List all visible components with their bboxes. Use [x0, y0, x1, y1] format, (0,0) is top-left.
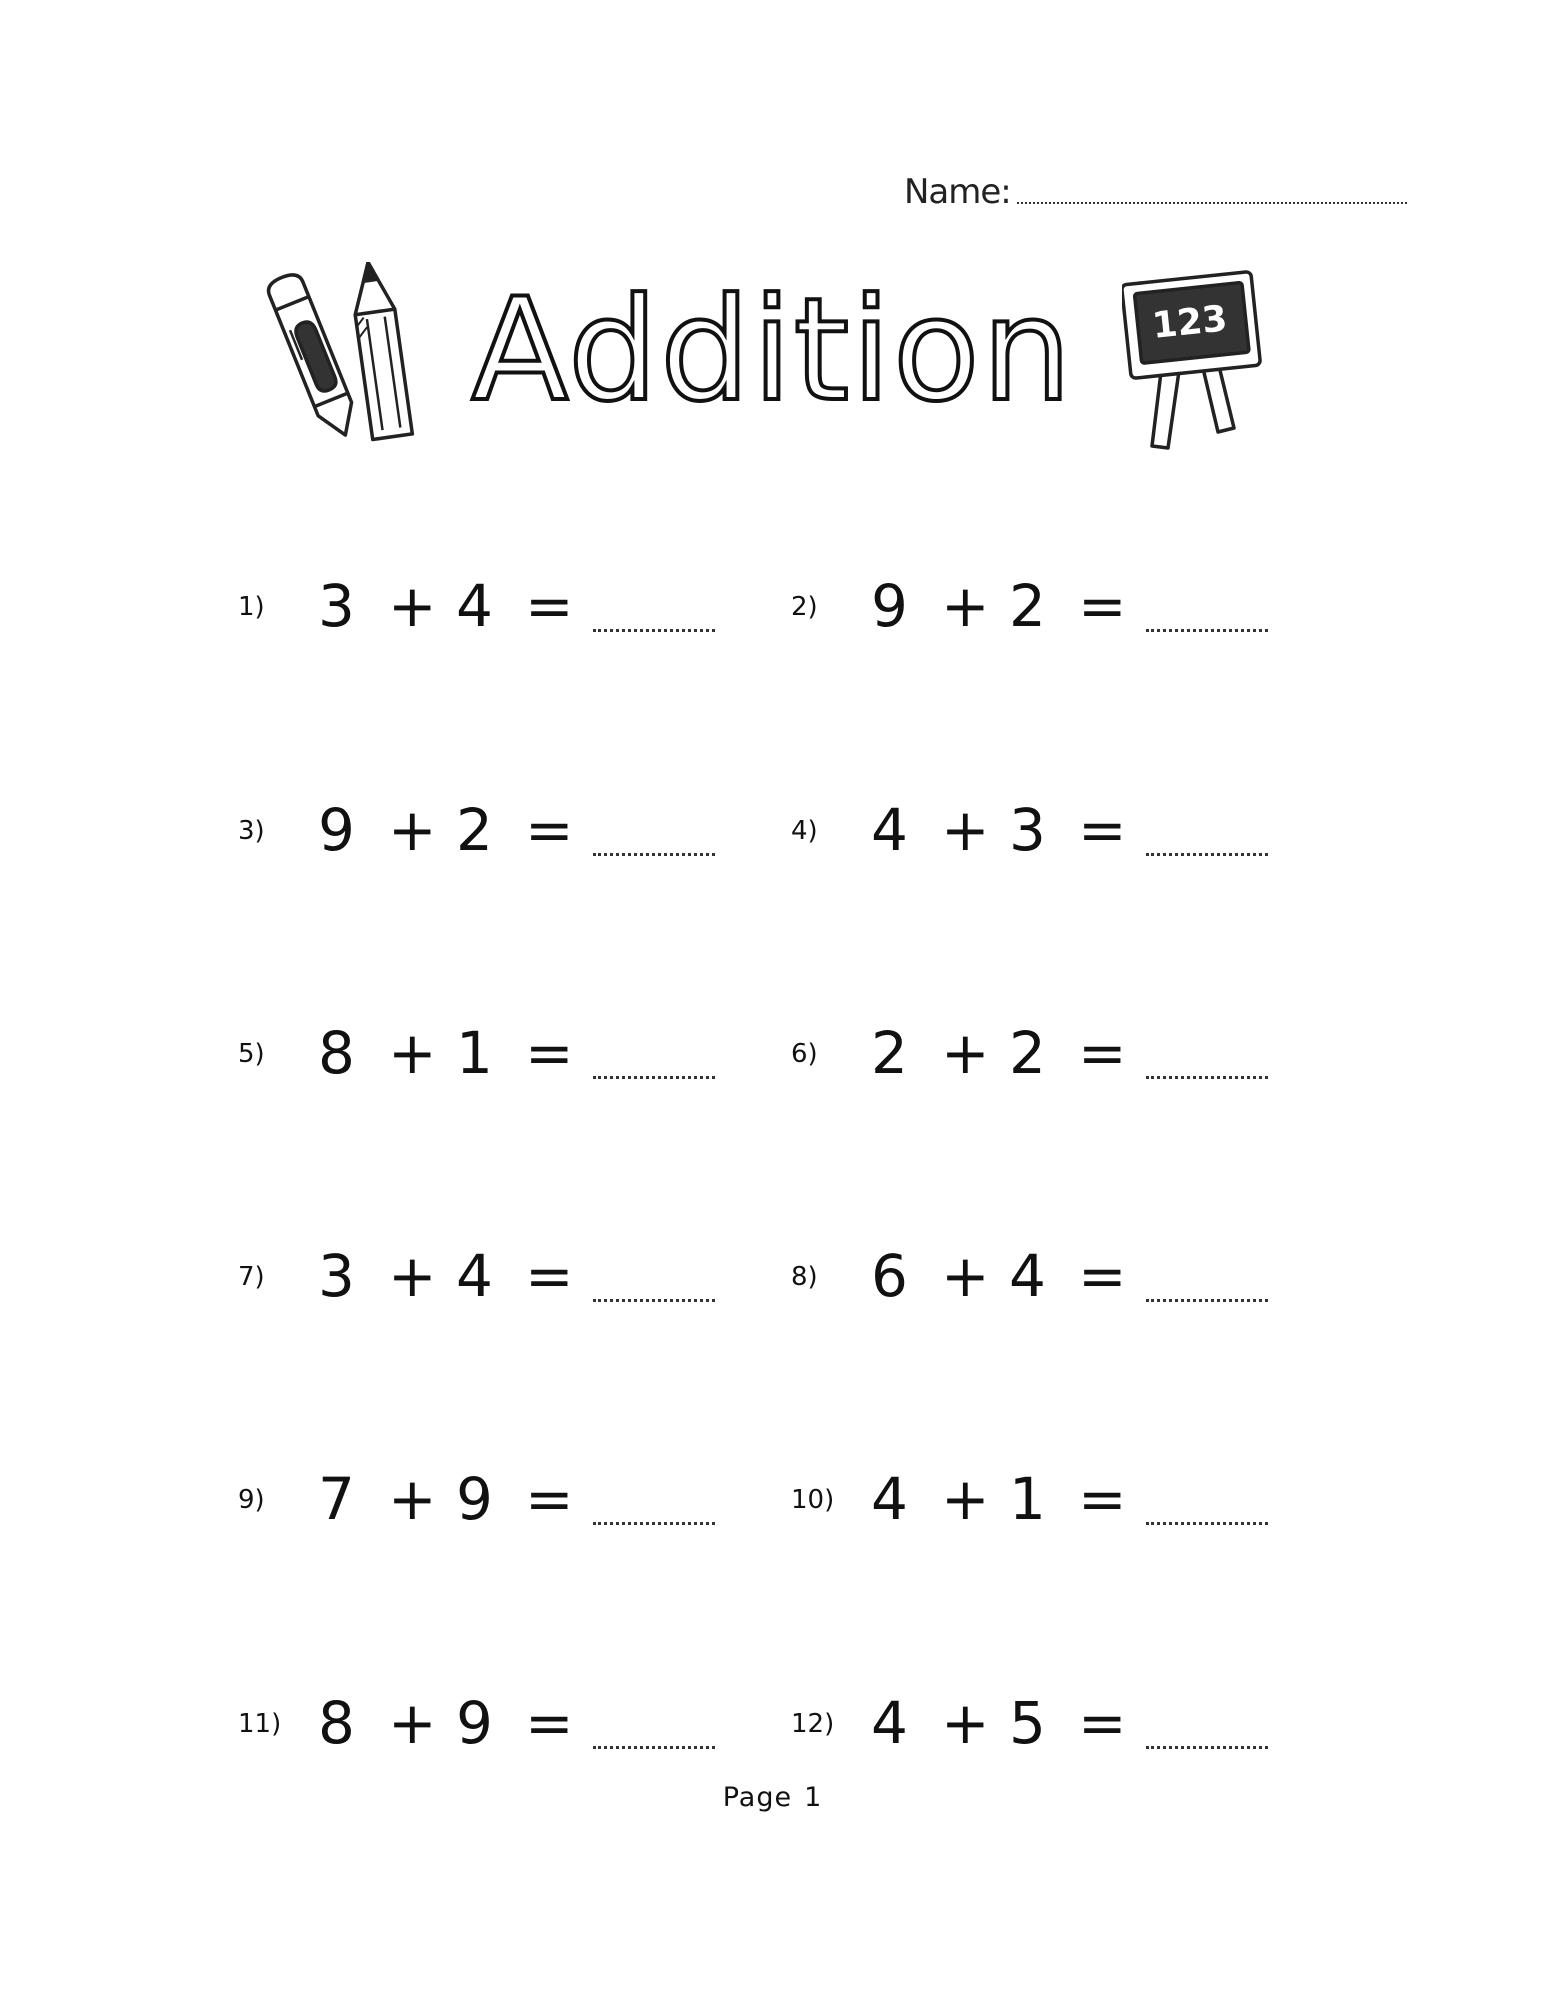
equals-sign: = [525, 1689, 574, 1757]
answer-blank[interactable] [593, 1746, 715, 1749]
page-number-value: 1 [804, 1782, 823, 1813]
answer-blank[interactable] [593, 853, 715, 856]
operand-b: 1 [456, 1019, 493, 1087]
problem-number: 11) [238, 1709, 282, 1739]
answer-blank[interactable] [593, 1076, 715, 1079]
operator: + [388, 796, 437, 864]
operand-a: 7 [318, 1465, 355, 1533]
operand-a: 9 [871, 572, 908, 640]
operand-a: 4 [871, 796, 908, 864]
operator: + [941, 796, 990, 864]
problem-number: 12) [791, 1709, 835, 1739]
answer-blank[interactable] [1146, 1746, 1268, 1749]
problem-number: 4) [791, 816, 818, 846]
operand-b: 9 [456, 1689, 493, 1757]
operand-a: 8 [318, 1689, 355, 1757]
problem-number: 1) [238, 592, 265, 622]
operand-b: 4 [1009, 1242, 1046, 1310]
answer-blank[interactable] [1146, 1299, 1268, 1302]
problem-item [791, 1019, 1271, 1099]
problem-number: 8) [791, 1262, 818, 1292]
operator: + [388, 1689, 437, 1757]
operator: + [388, 1465, 437, 1533]
operator: + [388, 572, 437, 640]
problem-item [791, 1242, 1271, 1322]
operator: + [388, 1242, 437, 1310]
answer-blank[interactable] [1146, 629, 1268, 632]
operand-b: 2 [1009, 572, 1046, 640]
equals-sign: = [525, 1019, 574, 1087]
equals-sign: = [525, 572, 574, 640]
answer-blank[interactable] [593, 1299, 715, 1302]
operator: + [941, 572, 990, 640]
problem-number: 5) [238, 1039, 265, 1069]
answer-blank[interactable] [593, 629, 715, 632]
operand-b: 4 [456, 1242, 493, 1310]
page-label: Page [722, 1782, 793, 1813]
problem-item [238, 1689, 718, 1769]
operand-a: 9 [318, 796, 355, 864]
operator: + [941, 1019, 990, 1087]
operand-b: 4 [456, 572, 493, 640]
problem-item [238, 796, 718, 876]
operand-b: 2 [456, 796, 493, 864]
equals-sign: = [1078, 572, 1127, 640]
problem-item [238, 1242, 718, 1322]
operator: + [941, 1465, 990, 1533]
problem-number: 10) [791, 1485, 835, 1515]
problem-number: 6) [791, 1039, 818, 1069]
title-text: Addition [471, 268, 1074, 433]
problem-item [238, 572, 718, 652]
page-number [0, 1782, 1545, 1813]
equals-sign: = [525, 796, 574, 864]
answer-blank[interactable] [1146, 1522, 1268, 1525]
problem-item [238, 1465, 718, 1545]
operator: + [941, 1242, 990, 1310]
operand-b: 1 [1009, 1465, 1046, 1533]
equals-sign: = [1078, 1242, 1127, 1310]
operand-a: 8 [318, 1019, 355, 1087]
problem-item [238, 1019, 718, 1099]
problem-item [791, 572, 1271, 652]
problem-item [791, 796, 1271, 876]
answer-blank[interactable] [1146, 1076, 1268, 1079]
board-text: 123 [1150, 298, 1230, 347]
operand-b: 9 [456, 1465, 493, 1533]
operand-a: 4 [871, 1689, 908, 1757]
answer-blank[interactable] [593, 1522, 715, 1525]
problem-number: 3) [238, 816, 265, 846]
operand-b: 2 [1009, 1019, 1046, 1087]
operator: + [388, 1019, 437, 1087]
answer-blank[interactable] [1146, 853, 1268, 856]
operand-b: 5 [1009, 1689, 1046, 1757]
operand-a: 4 [871, 1465, 908, 1533]
problem-number: 7) [238, 1262, 265, 1292]
problem-number: 9) [238, 1485, 265, 1515]
name-label: Name: [904, 172, 1011, 212]
problem-item [791, 1465, 1271, 1545]
equals-sign: = [1078, 796, 1127, 864]
problem-item [791, 1689, 1271, 1769]
operand-b: 3 [1009, 796, 1046, 864]
operand-a: 3 [318, 572, 355, 640]
equals-sign: = [1078, 1689, 1127, 1757]
operand-a: 6 [871, 1242, 908, 1310]
equals-sign: = [1078, 1465, 1127, 1533]
operand-a: 2 [871, 1019, 908, 1087]
problem-number: 2) [791, 592, 818, 622]
operator: + [941, 1689, 990, 1757]
equals-sign: = [525, 1242, 574, 1310]
operand-a: 3 [318, 1242, 355, 1310]
equals-sign: = [525, 1465, 574, 1533]
equals-sign: = [1078, 1019, 1127, 1087]
